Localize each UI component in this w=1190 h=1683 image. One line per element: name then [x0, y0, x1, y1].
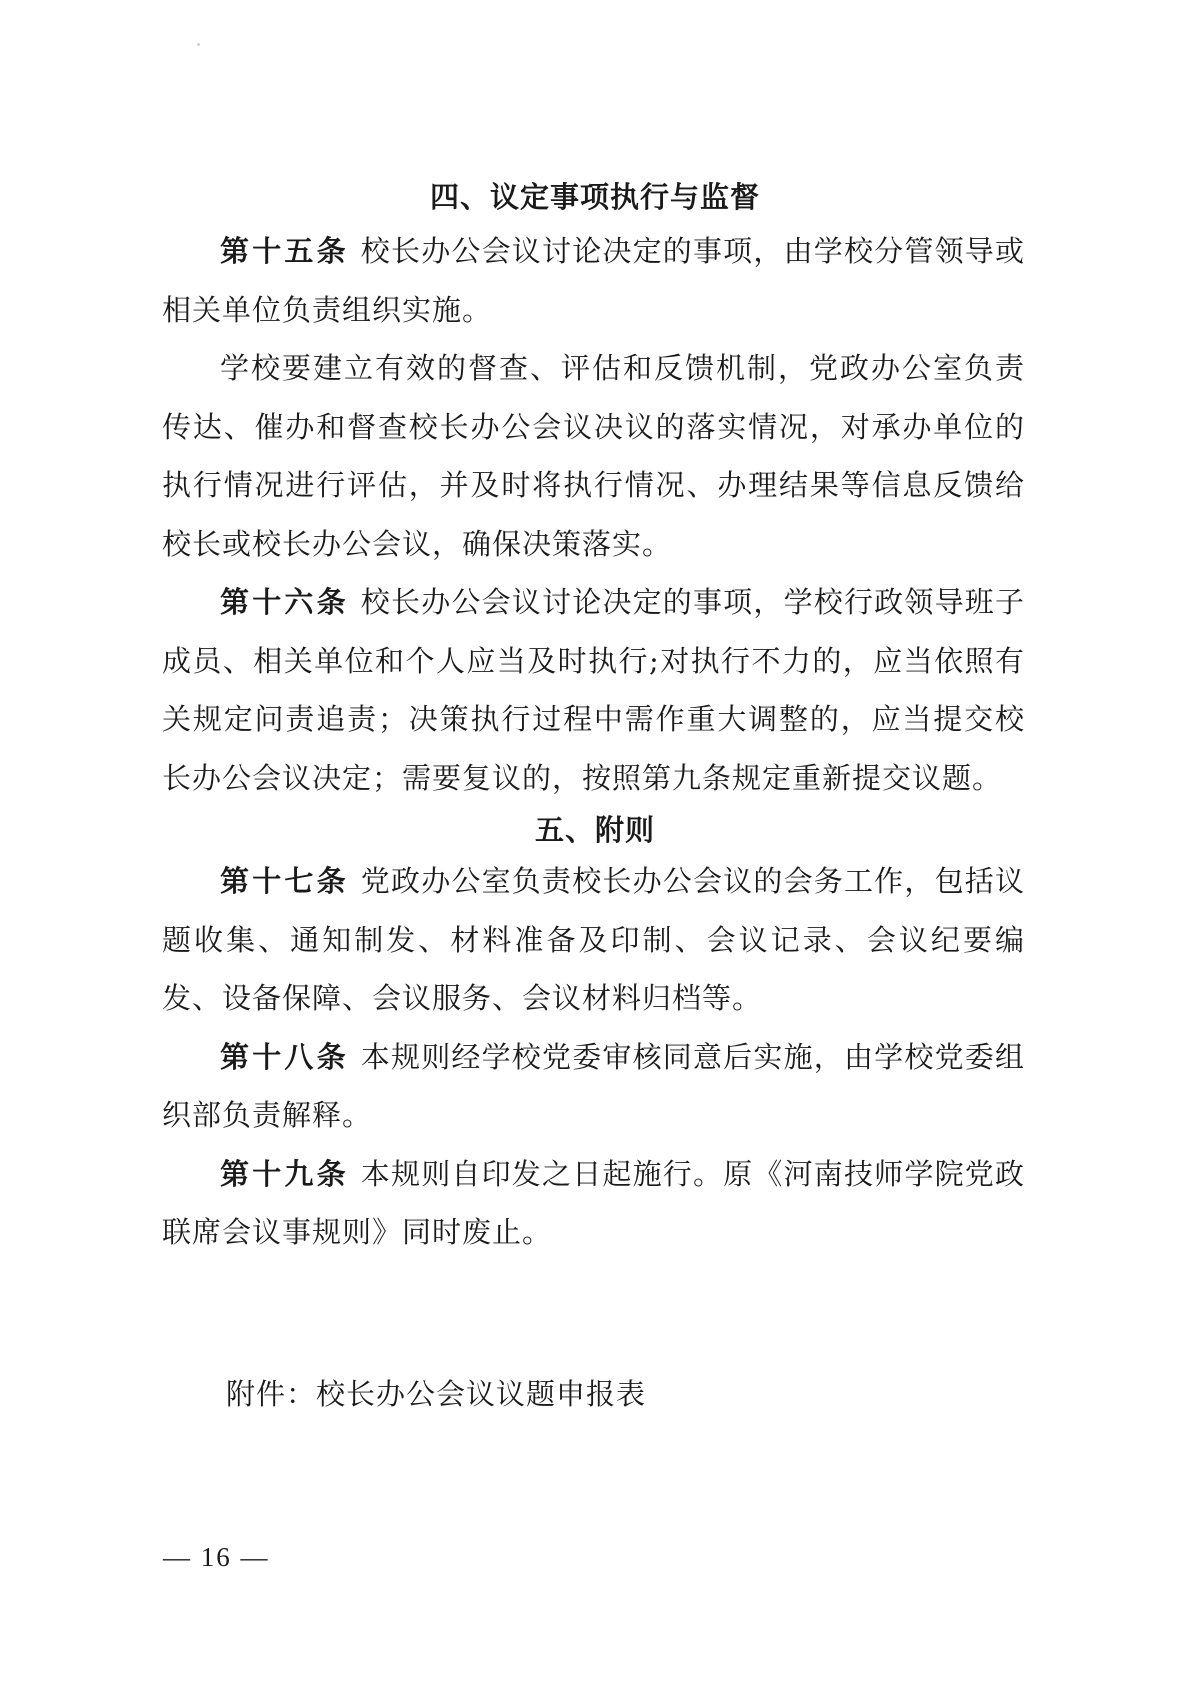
section-4-body	[162, 222, 1025, 807]
scan-speck	[197, 43, 200, 46]
article-17	[162, 852, 1025, 1028]
article-text: 本规则经学校党委审核同意后实施，由学校党委组织部负责解释。	[162, 1039, 1025, 1132]
article-text: 校长办公会议讨论决定的事项，学校行政领导班子成员、相关单位和个人应当及时执行;对执行不力的，应当依照有关规定问责追责；决策执行过程中需作重大调整的，应当提交校长办公会议决定；需要复议的，按照第九条规定重新提交议题。	[162, 585, 1025, 795]
article-15	[162, 222, 1025, 339]
article-number: 第十九条	[220, 1156, 349, 1191]
article-text: 党政办公室负责校长办公会议的会务工作，包括议题收集、通知制发、材料准备及印制、会议记录、会议纪要编发、设备保障、会议服务、会议材料归档等。	[162, 864, 1025, 1015]
article-number: 第十七条	[220, 864, 349, 898]
article-15-paragraph-2: 学校要建立有效的督查、评估和反馈机制，党政办公室负责传达、催办和督查校长办公会议决议的落实情况，对承办单位的执行情况进行评估，并及时将执行情况、办理结果等信息反馈给校长或校长办公会议，确保决策落实。	[162, 351, 1025, 561]
article-number: 第十八条	[220, 1039, 349, 1074]
section-5-body	[162, 852, 1025, 1262]
article-18	[162, 1028, 1025, 1145]
article-16	[162, 573, 1025, 807]
section-heading-5: 五、附则	[534, 813, 655, 847]
attachment-note: 附件：校长办公会议议题申报表	[226, 1377, 647, 1411]
article-number: 第十五条	[220, 234, 349, 268]
article-text: 本规则自印发之日起施行。原《河南技师学院党政联席会议事规则》同时废止。	[162, 1156, 1025, 1249]
article-text: 校长办公会议讨论决定的事项，由学校分管领导或相关单位负责组织实施。	[162, 234, 1025, 327]
article-19	[162, 1145, 1025, 1262]
section-heading-4: 四、议定事项执行与监督	[429, 180, 760, 214]
article-number: 第十六条	[220, 585, 349, 619]
page-number: — 16 —	[163, 1542, 270, 1572]
